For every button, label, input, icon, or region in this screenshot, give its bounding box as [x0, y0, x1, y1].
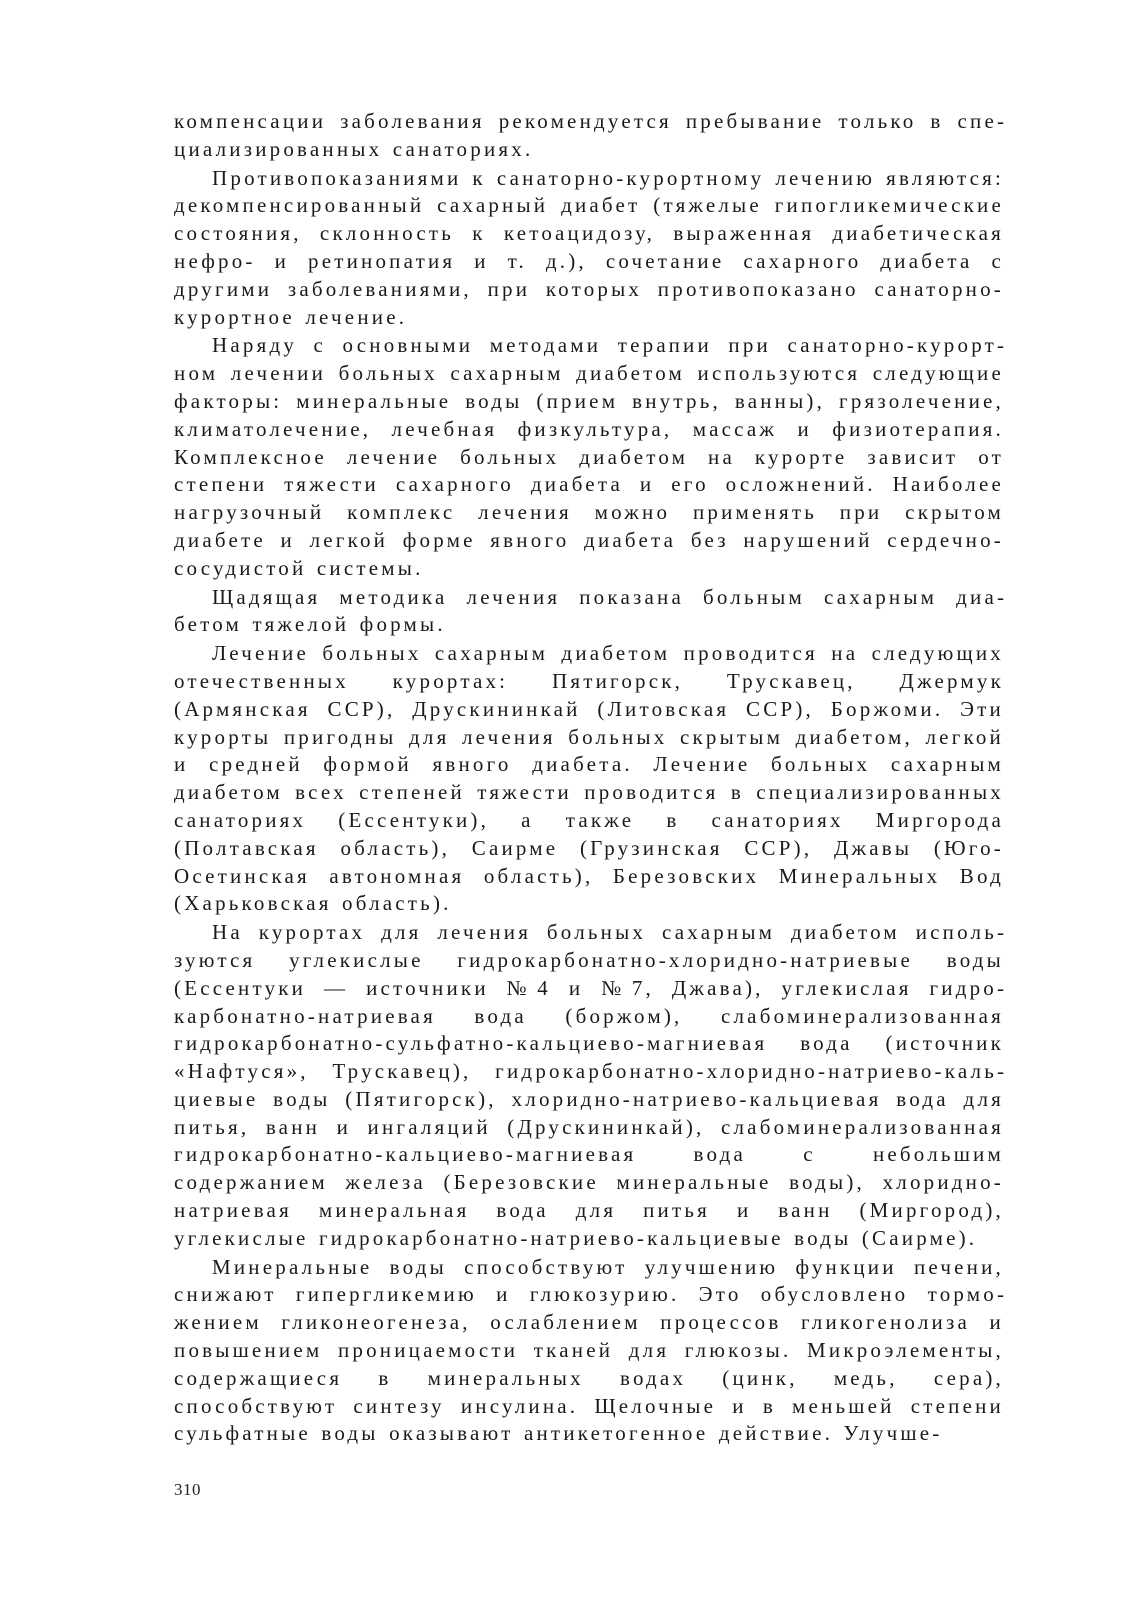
paragraph-2: Противопоказаниями к санаторно-курортному лечению являются: декомпенсированный сахарный диабет (тяжелые гипогликемические состояния, склонность к кетоацидозу, выраженная диабетическая нефро- и ретинопатия и т. д.), сочетание сахарного диабета с другими заболеваниями, при которых противопоказано санаторно-курортное лечение.: [174, 165, 1004, 329]
paragraph-3: Наряду с основными методами терапии при санаторно-курортном лечении больных сахарным диабетом используются следующие факторы: минеральные воды (прием внутрь, ванны), грязолечение, климатолечение, лечебная физкультура, массаж и физиотерапия. Комплексное лечение больных диабетом на курорте зависит от степени тяжести сахарного диабета и его осложнений. Наиболее нагрузочный комплекс лечения можно применять при скрытом диабете и легкой форме явного диабета без нарушений сердечно-сосудистой системы.: [174, 333, 1004, 580]
page-body: [174, 108, 1004, 1448]
page-number: 310: [174, 1480, 201, 1499]
paragraph-5: Лечение больных сахарным диабетом проводится на следующих отечественных курортах: Пятигорск, Трускавец, Джермук (Армянская ССР), Друскининкай (Литовская ССР), Боржоми. Эти курорты пригодны для лечения больных скрытым диабетом, легкой и средней формой явного диабета. Лечение больных сахарным диабетом всех степеней тяжести проводится в специализированных санаториях (Ессентуки), а также в санаториях Миргорода (Полтавская область), Саирме (Грузинская ССР), Джавы (Юго-Осетинская автономная область), Березовских Минеральных Вод (Харьковская область).: [174, 641, 1004, 916]
paragraph-6: На курортах для лечения больных сахарным диабетом используются углекислые гидрокарбонатно-хлоридно-натриевые воды (Ессентуки — источники №4 и №7, Джава), углекислая гидрокарбонатно-натриевая вода (боржом), слабоминерализованная гидрокарбонатно-сульфатно-кальциево-магниевая вода (источник «Нафтуся», Трускавец), гидрокарбонатно-хлоридно-натриево-кальциевые воды (Пятигорск), хлоридно-натриево-кальциевая вода для питья, ванн и ингаляций (Друскининкай), слабоминерализованная гидрокарбонатно-кальциево-магниевая вода с небольшим содержанием железа (Березовские минеральные воды), хлоридно-натриевая минеральная вода для питья и ванн (Миргород), углекислые гидрокарбонатно-натриево-кальциевые воды (Саирме).: [174, 920, 1004, 1250]
paragraph-1: компенсации заболевания рекомендуется пребывание только в специализированных санаториях.: [174, 109, 1004, 161]
paragraph-4: Щадящая методика лечения показана больным сахарным диабетом тяжелой формы.: [174, 584, 1004, 637]
paragraph-7: Минеральные воды способствуют улучшению функции печени, снижают гипергликемию и глюкозурию. Это обусловлено торможением гликонеогенеза, ослаблением процессов гликогенолиза и повышением проницаемости тканей для глюкозы. Микроэлементы, содержащиеся в минеральных водах (цинк, медь, сера), способствуют синтезу инсулина. Щелочные и в меньшей степени сульфатные воды оказывают антикетогенное действие. Улучше-: [174, 1254, 1004, 1446]
